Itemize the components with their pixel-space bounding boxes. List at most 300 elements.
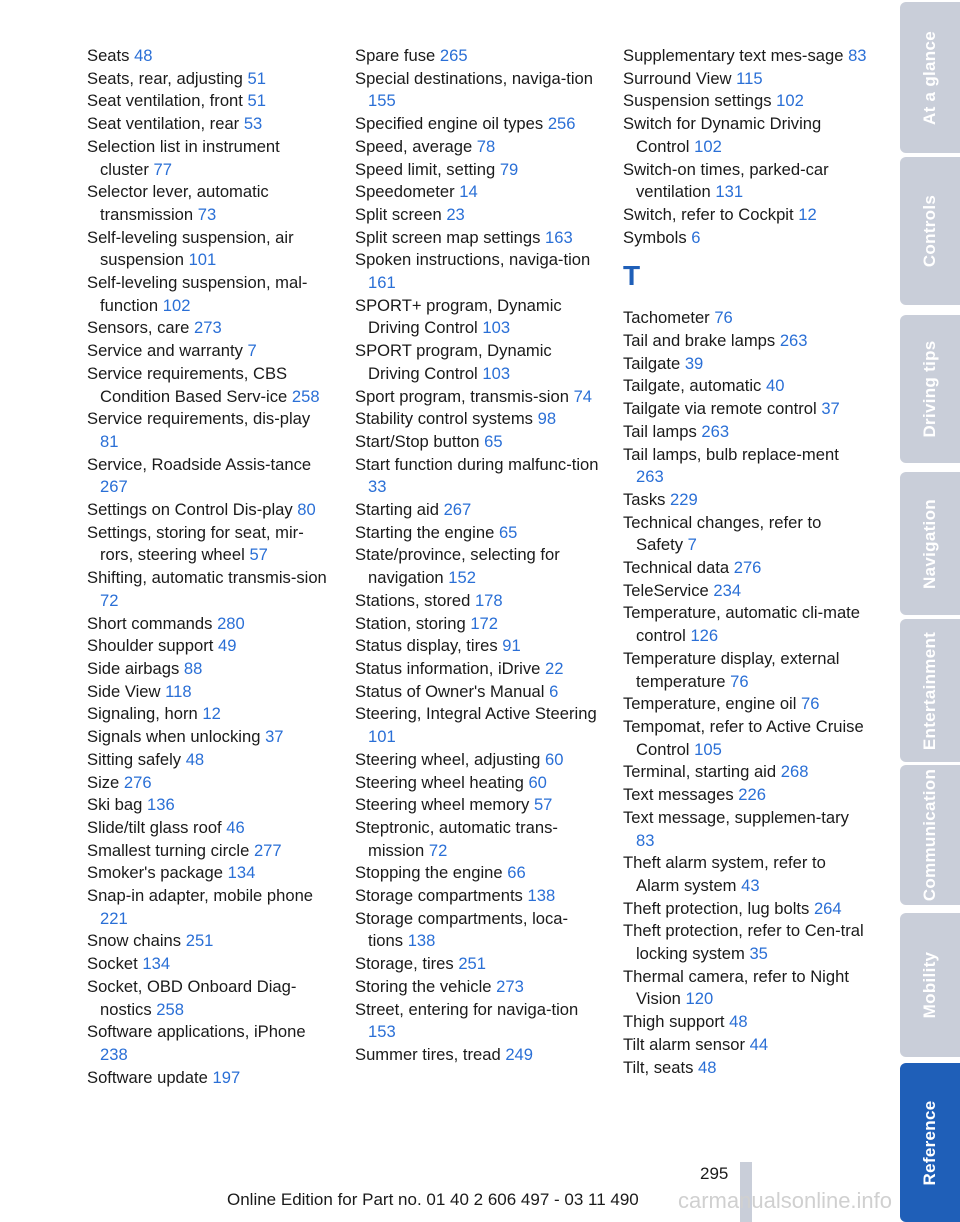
index-entry-term: Settings, storing for seat, mir-rors, steering wheel	[87, 522, 304, 565]
index-entry	[355, 227, 600, 250]
index-entry-page-link[interactable]: 268	[780, 762, 809, 782]
sidebar-tab-driving-tips[interactable]	[900, 315, 960, 463]
index-entry-page-link[interactable]: 72	[428, 840, 448, 860]
sidebar-tab-label: At a glance	[920, 30, 939, 125]
index-entry	[87, 45, 332, 68]
index-entry-term: Size	[87, 772, 120, 792]
index-entry	[87, 136, 332, 181]
index-entry-page-link[interactable]: 101	[368, 727, 396, 747]
index-entry-term: Speedometer	[355, 182, 455, 202]
index-entry-term: Seat ventilation, rear	[87, 114, 240, 134]
sidebar-tab-label: Driving tips	[920, 340, 939, 438]
index-entry-term: Seat ventilation, front	[87, 91, 243, 111]
index-entry-term: Temperature, engine oil	[623, 694, 797, 714]
index-entry-page-link[interactable]: 101	[188, 250, 217, 270]
index-entry	[87, 817, 332, 840]
index-entry-page-link[interactable]: 7	[247, 341, 257, 361]
index-entry-term: Slide/tilt glass roof	[87, 817, 222, 837]
index-entry-page-link[interactable]: 73	[197, 204, 217, 224]
index-entry-term: Summer tires, tread	[355, 1044, 501, 1064]
index-entry-page-link[interactable]: 229	[670, 489, 698, 509]
index-entry	[623, 580, 868, 603]
index-entry-term: Stations, stored	[355, 590, 471, 610]
index-entry	[87, 658, 332, 681]
index-entry	[87, 408, 332, 453]
index-entry-page-link[interactable]: 226	[738, 785, 766, 805]
index-group-t	[623, 307, 868, 1079]
index-entry-term: Tailgate	[623, 353, 681, 373]
index-entry-term: Seats	[87, 46, 130, 65]
index-entry-page-link[interactable]: 60	[545, 749, 564, 769]
index-entry	[87, 499, 332, 522]
index-entry	[623, 1011, 868, 1034]
index-entry-term: Snap-in adapter, mobile phone	[87, 886, 314, 906]
index-column-3	[623, 45, 868, 1079]
index-entry	[355, 45, 600, 68]
index-entry-page-link[interactable]: 39	[684, 353, 704, 373]
index-entry	[355, 454, 600, 499]
index-entry-term: Signaling, horn	[87, 704, 198, 724]
index-entry	[623, 648, 868, 693]
index-entry-term: Tail lamps	[623, 421, 697, 441]
index-entry	[623, 920, 868, 965]
index-entry	[355, 386, 600, 409]
index-entry-page-link[interactable]: 178	[474, 590, 503, 610]
index-entry-term: Start function during malfunc-tion	[355, 454, 599, 474]
sidebar-tab-reference[interactable]	[900, 1063, 960, 1222]
index-entry-page-link[interactable]: 76	[714, 308, 733, 328]
index-entry-page-link[interactable]: 102	[162, 295, 191, 315]
index-entry-term: Spare fuse	[355, 46, 436, 65]
index-entry-page-link[interactable]: 277	[253, 840, 282, 860]
index-entry	[87, 181, 332, 226]
index-entry-term: Shifting, automatic transmis-sion	[87, 568, 327, 588]
index-entry-term: Sport program, transmis-sion	[355, 386, 569, 406]
index-entry	[623, 398, 868, 421]
index-entry-term: Starting the engine	[355, 522, 495, 542]
index-entry	[87, 272, 332, 317]
index-entry-page-link[interactable]: 197	[212, 1067, 241, 1087]
index-entry-page-link[interactable]: 273	[194, 318, 222, 338]
index-entry	[355, 908, 600, 953]
index-entry-term: TeleService	[623, 580, 709, 600]
index-entry-page-link[interactable]: 152	[448, 568, 476, 588]
index-entry-page-link[interactable]: 6	[691, 227, 701, 247]
index-entry-page-link[interactable]: 120	[685, 989, 714, 1009]
index-entry-term: Sensors, care	[87, 318, 190, 338]
index-entry-term: Service and warranty	[87, 341, 243, 361]
index-entry	[355, 953, 600, 976]
index-entry-page-link[interactable]: 83	[848, 46, 867, 65]
index-entry-page-link[interactable]: 153	[368, 1022, 396, 1042]
index-entry	[87, 794, 332, 817]
index-entry-page-link[interactable]: 51	[247, 91, 266, 111]
index-entry-term: Software update	[87, 1067, 208, 1087]
index-entry-page-link[interactable]: 51	[247, 68, 266, 88]
index-entry-term: Switch for Dynamic Driving Control	[623, 114, 822, 156]
index-entry-page-link[interactable]: 103	[482, 363, 511, 383]
index-entry-page-link[interactable]: 221	[100, 908, 128, 928]
index-entry	[355, 976, 600, 999]
index-column-1	[87, 45, 332, 1089]
index-entry-page-link[interactable]: 138	[407, 931, 436, 951]
index-entry	[355, 249, 600, 294]
index-entry	[355, 749, 600, 772]
index-entry-page-link[interactable]: 115	[736, 68, 763, 88]
index-entry-term: Terminal, starting aid	[623, 762, 777, 782]
index-entry-page-link[interactable]: 264	[813, 898, 842, 918]
index-entry-term: Split screen	[355, 204, 442, 224]
index-entry	[87, 522, 332, 567]
index-entry-page-link[interactable]: 43	[741, 875, 760, 895]
index-entry-page-link[interactable]: 60	[528, 772, 547, 792]
sidebar-tab-mobility[interactable]	[900, 913, 960, 1057]
watermark: carmanualsonline.info	[678, 1188, 893, 1213]
index-entry	[87, 976, 332, 1021]
index-entry-page-link[interactable]: 102	[694, 136, 722, 156]
index-entry	[87, 930, 332, 953]
index-entry	[355, 181, 600, 204]
index-entry-page-link[interactable]: 14	[459, 182, 478, 202]
index-entry	[623, 1034, 868, 1057]
index-entry-term: Theft protection, refer to Cen-tral locking system	[623, 921, 864, 964]
index-entry-term: Tilt, seats	[623, 1057, 694, 1077]
index-entry-page-link[interactable]: 263	[636, 467, 664, 487]
index-entry	[355, 499, 600, 522]
index-entry-page-link[interactable]: 65	[498, 522, 518, 542]
index-entry-page-link[interactable]: 251	[185, 931, 214, 951]
index-entry	[355, 590, 600, 613]
index-entry	[355, 658, 600, 681]
index-entry	[623, 307, 868, 330]
index-entry	[623, 693, 868, 716]
index-entry	[623, 761, 868, 784]
index-entry-term: Side View	[87, 681, 161, 701]
index-entry-term: Steering wheel, adjusting	[355, 749, 541, 769]
chapter-sidebar	[900, 0, 960, 1222]
index-entry-term: Theft protection, lug bolts	[623, 898, 810, 918]
index-entry-page-link[interactable]: 49	[218, 636, 237, 656]
index-entry-page-link[interactable]: 105	[694, 739, 722, 759]
sidebar-tab-label: Mobility	[920, 951, 939, 1019]
index-entry-page-link[interactable]: 72	[100, 590, 119, 610]
index-entry-page-link[interactable]: 103	[482, 318, 511, 338]
index-entry	[87, 567, 332, 612]
index-entry-page-link[interactable]: 163	[545, 227, 573, 247]
index-entry-page-link[interactable]: 98	[537, 409, 557, 429]
index-entry-page-link[interactable]: 256	[547, 114, 576, 134]
index-entry-term: Tail lamps, bulb replace-ment	[623, 444, 839, 464]
index-entry-page-link[interactable]: 280	[217, 613, 245, 633]
index-entry-page-link[interactable]: 65	[484, 431, 503, 451]
index-entry	[623, 807, 868, 852]
index-entry-term: Service, Roadside Assis-tance	[87, 454, 312, 474]
index-entry-page-link[interactable]: 37	[821, 399, 840, 419]
index-entry	[87, 1021, 332, 1066]
index-entry-term: Smallest turning circle	[87, 840, 250, 860]
index-entry-page-link[interactable]: 238	[100, 1044, 128, 1064]
index-entry-term: Surround View	[623, 68, 732, 88]
index-entry-page-link[interactable]: 44	[749, 1034, 769, 1054]
index-entry-term: Storage compartments	[355, 886, 523, 906]
index-entry-term: Thermal camera, refer to Night Vision	[623, 966, 849, 1009]
index-entry-term: Storing the vehicle	[355, 976, 492, 996]
index-entry-term: SPORT+ program, Dynamic Driving Control	[355, 295, 562, 338]
index-entry	[87, 749, 332, 772]
index-entry	[623, 227, 868, 250]
sidebar-tab-label: Communication	[920, 768, 939, 902]
index-entry-page-link[interactable]: 234	[713, 580, 742, 600]
index-entry-term: Tempomat, refer to Active Cruise Control	[623, 716, 864, 759]
index-entry	[87, 635, 332, 658]
index-entry	[623, 1057, 868, 1080]
index-entry-term: Text message, supplemen-tary	[623, 807, 849, 827]
index-entry	[87, 90, 332, 113]
index-entry-term: Self-leveling suspension, air suspension	[87, 227, 294, 270]
index-entry	[355, 772, 600, 795]
index-entry	[623, 159, 868, 204]
index-entry-page-link[interactable]: 53	[243, 114, 263, 134]
index-entry-term: Specified engine oil types	[355, 114, 544, 134]
index-entry	[623, 602, 868, 647]
index-entry-term: Switch, refer to Cockpit	[623, 204, 794, 224]
index-entry-page-link[interactable]: 48	[185, 749, 205, 769]
index-entry-page-link[interactable]: 249	[505, 1044, 534, 1064]
index-entry-term: Tilt alarm sensor	[623, 1034, 746, 1054]
index-entry-page-link[interactable]: 22	[545, 658, 564, 678]
index-entry-term: Suspension settings	[623, 91, 772, 111]
index-entry-page-link[interactable]: 91	[502, 636, 521, 656]
index-entry-term: Split screen map settings	[355, 227, 541, 247]
index-entry	[87, 772, 332, 795]
index-entry	[355, 295, 600, 340]
index-entry-page-link[interactable]: 263	[701, 421, 730, 441]
index-entry	[623, 353, 868, 376]
index-entry-term: Shoulder support	[87, 636, 214, 656]
index-entry-term: Switch-on times, parked-car ventilation	[623, 159, 829, 202]
index-entry-page-link[interactable]: 155	[368, 91, 396, 111]
index-entry-page-link[interactable]: 134	[227, 863, 256, 883]
sidebar-tab-at-a-glance[interactable]	[900, 2, 960, 153]
index-entry	[87, 113, 332, 136]
index-entry-term: Storage compartments, loca-tions	[355, 908, 569, 951]
index-entry-page-link[interactable]: 126	[690, 626, 719, 646]
index-entry-page-link[interactable]: 37	[265, 727, 284, 747]
index-entry	[355, 1044, 600, 1067]
index-entry-page-link[interactable]: 138	[527, 886, 556, 906]
index-entry-term: Short commands	[87, 613, 213, 633]
index-entry-page-link[interactable]: 76	[730, 671, 749, 691]
index-column-2	[355, 45, 600, 1067]
sidebar-tab-entertainment[interactable]	[900, 619, 960, 762]
index-entry-page-link[interactable]: 258	[156, 999, 184, 1019]
index-entry-page-link[interactable]: 267	[100, 477, 128, 497]
index-entry-term: Storage, tires	[355, 954, 454, 974]
index-entry	[623, 852, 868, 897]
index-entry-page-link[interactable]: 88	[183, 658, 203, 678]
index-entry-term: Selection list in instrument cluster	[87, 136, 280, 179]
sidebar-tab-label: Navigation	[920, 498, 939, 589]
index-entry	[623, 557, 868, 580]
index-entry-page-link[interactable]: 57	[249, 545, 268, 565]
index-entry-term: Tasks	[623, 489, 666, 509]
index-entry-page-link[interactable]: 48	[134, 46, 153, 65]
index-entry-page-link[interactable]: 81	[100, 431, 119, 451]
index-entry	[623, 898, 868, 921]
index-entry-page-link[interactable]: 161	[368, 273, 396, 293]
index-entry	[355, 635, 600, 658]
index-entry-page-link[interactable]: 74	[573, 386, 593, 406]
index-entry	[87, 68, 332, 91]
index-entry	[355, 613, 600, 636]
index-entry-page-link[interactable]: 77	[153, 159, 172, 179]
sidebar-tab-navigation[interactable]	[900, 472, 960, 615]
index-entry-page-link[interactable]: 23	[446, 204, 465, 224]
index-entry-term: Text messages	[623, 785, 734, 805]
index-entry-term: Speed limit, setting	[355, 159, 496, 179]
index-entry	[355, 113, 600, 136]
index-entry	[623, 489, 868, 512]
index-entry-term: Stopping the engine	[355, 863, 503, 883]
index-entry-page-link[interactable]: 265	[439, 46, 468, 65]
index-entry-page-link[interactable]: 80	[297, 500, 316, 520]
index-entry-page-link[interactable]: 258	[291, 386, 320, 406]
index-entry-term: Socket, OBD Onboard Diag-nostics	[87, 976, 297, 1019]
index-entry-term: Spoken instructions, naviga-tion	[355, 250, 591, 270]
index-entry	[355, 522, 600, 545]
index-entry	[355, 544, 600, 589]
index-entry	[355, 159, 600, 182]
index-entry-page-link[interactable]: 78	[476, 136, 496, 156]
index-entry-page-link[interactable]: 48	[729, 1012, 748, 1032]
index-entry-term: Status of Owner's Manual	[355, 681, 545, 701]
index-entry	[355, 204, 600, 227]
index-entry-term: Smoker's package	[87, 863, 223, 883]
index-entry-term: Steering, Integral Active Steering	[355, 704, 597, 724]
index-entry-page-link[interactable]: 79	[499, 159, 519, 179]
index-entry-page-link[interactable]: 35	[749, 944, 768, 964]
index-entry-term: Selector lever, automatic transmission	[87, 182, 269, 224]
index-entry	[87, 703, 332, 726]
index-entry	[623, 421, 868, 444]
index-entry	[355, 68, 600, 113]
index-entry-page-link[interactable]: 136	[146, 795, 175, 815]
index-entry-page-link[interactable]: 134	[142, 954, 171, 974]
index-entry	[87, 862, 332, 885]
index-entry-term: Side airbags	[87, 658, 180, 678]
index-entry-term: Tailgate, automatic	[623, 376, 762, 396]
index-entry-term: Sitting safely	[87, 749, 182, 769]
index-entry-page-link[interactable]: 66	[507, 863, 526, 883]
index-entry-term: Status display, tires	[355, 636, 498, 656]
index-entry-term: Service requirements, dis-play	[87, 409, 311, 429]
index-entry-term: Steering wheel memory	[355, 795, 530, 815]
index-entry-page-link[interactable]: 131	[715, 182, 744, 202]
index-entry-page-link[interactable]: 263	[779, 331, 808, 351]
index-entry-term: Special destinations, naviga-tion	[355, 68, 593, 88]
index-entry-page-link[interactable]: 40	[765, 376, 785, 396]
index-entry-term: Snow chains	[87, 931, 182, 951]
index-entry-page-link[interactable]: 172	[470, 613, 498, 633]
sidebar-tab-label: Reference	[920, 1100, 939, 1185]
index-entry-term: Street, entering for naviga-tion	[355, 999, 579, 1019]
index-entry-term: Tail and brake lamps	[623, 331, 776, 351]
index-entry	[355, 136, 600, 159]
index-entry-term: Start/Stop button	[355, 431, 480, 451]
index-entry-page-link[interactable]: 12	[202, 704, 221, 724]
index-entry-term: Thigh support	[623, 1012, 725, 1032]
sidebar-tab-controls[interactable]	[900, 157, 960, 305]
index-entry-term: Steering wheel heating	[355, 772, 524, 792]
index-entry-page-link[interactable]: 267	[443, 500, 472, 520]
index-entry-page-link[interactable]: 102	[776, 91, 804, 111]
index-group-s-end	[623, 45, 868, 249]
index-entry	[623, 45, 868, 68]
index-entry	[623, 90, 868, 113]
index-entry	[623, 330, 868, 353]
index-entry-term: State/province, selecting for navigation	[355, 545, 560, 588]
index-entry-page-link[interactable]: 83	[636, 830, 655, 850]
index-entry	[87, 227, 332, 272]
index-entry-page-link[interactable]: 276	[123, 772, 152, 792]
index-entry	[355, 862, 600, 885]
index-entry-term: Steptronic, automatic trans-mission	[355, 817, 558, 860]
index-entry-page-link[interactable]: 12	[798, 204, 817, 224]
index-entry	[623, 512, 868, 557]
index-entry-term: Self-leveling suspension, mal-function	[87, 273, 308, 315]
index-entry-term: Supplementary text mes-sage	[623, 46, 844, 65]
index-entry-page-link[interactable]: 7	[687, 535, 697, 555]
index-entry-term: SPORT program, Dynamic Driving Control	[355, 341, 552, 383]
index-entry-term: Station, storing	[355, 613, 466, 633]
index-entry-page-link[interactable]: 33	[368, 477, 387, 497]
index-entry	[87, 953, 332, 976]
index-entry-term: Temperature, automatic cli-mate control	[623, 603, 861, 646]
index-entry	[87, 454, 332, 499]
index-entry-page-link[interactable]: 57	[533, 795, 553, 815]
index-entry	[623, 68, 868, 91]
index-entry-term: Stability control systems	[355, 409, 533, 429]
sidebar-tab-label: Entertainment	[920, 631, 939, 750]
index-entry-term: Settings on Control Dis-play	[87, 500, 293, 520]
sidebar-tab-communication[interactable]	[900, 765, 960, 905]
index-entry-page-link[interactable]: 273	[496, 976, 524, 996]
index-entry	[623, 204, 868, 227]
index-entry-term: Technical data	[623, 558, 730, 578]
sidebar-tab-label: Controls	[920, 194, 939, 268]
index-entry-page-link[interactable]: 276	[733, 558, 762, 578]
index-entry	[87, 340, 332, 363]
index-entry	[623, 375, 868, 398]
index-entry	[623, 784, 868, 807]
index-entry	[623, 966, 868, 1011]
index-entry	[87, 840, 332, 863]
index-entry	[623, 444, 868, 489]
index-entry	[355, 340, 600, 385]
index-entry-page-link[interactable]: 48	[698, 1057, 717, 1077]
index-entry-page-link[interactable]: 6	[549, 681, 559, 701]
index-entry-term: Symbols	[623, 227, 687, 247]
index-entry-page-link[interactable]: 46	[226, 817, 245, 837]
index-entry-term: Ski bag	[87, 795, 143, 815]
index-entry	[355, 431, 600, 454]
index-entry-term: Starting aid	[355, 500, 439, 520]
index-entry-page-link[interactable]: 76	[801, 694, 820, 714]
index-entry	[355, 703, 600, 748]
index-entry-page-link[interactable]: 251	[458, 954, 486, 974]
index-entry-page-link[interactable]: 118	[165, 681, 192, 701]
index-entry-term: Tachometer	[623, 308, 710, 328]
